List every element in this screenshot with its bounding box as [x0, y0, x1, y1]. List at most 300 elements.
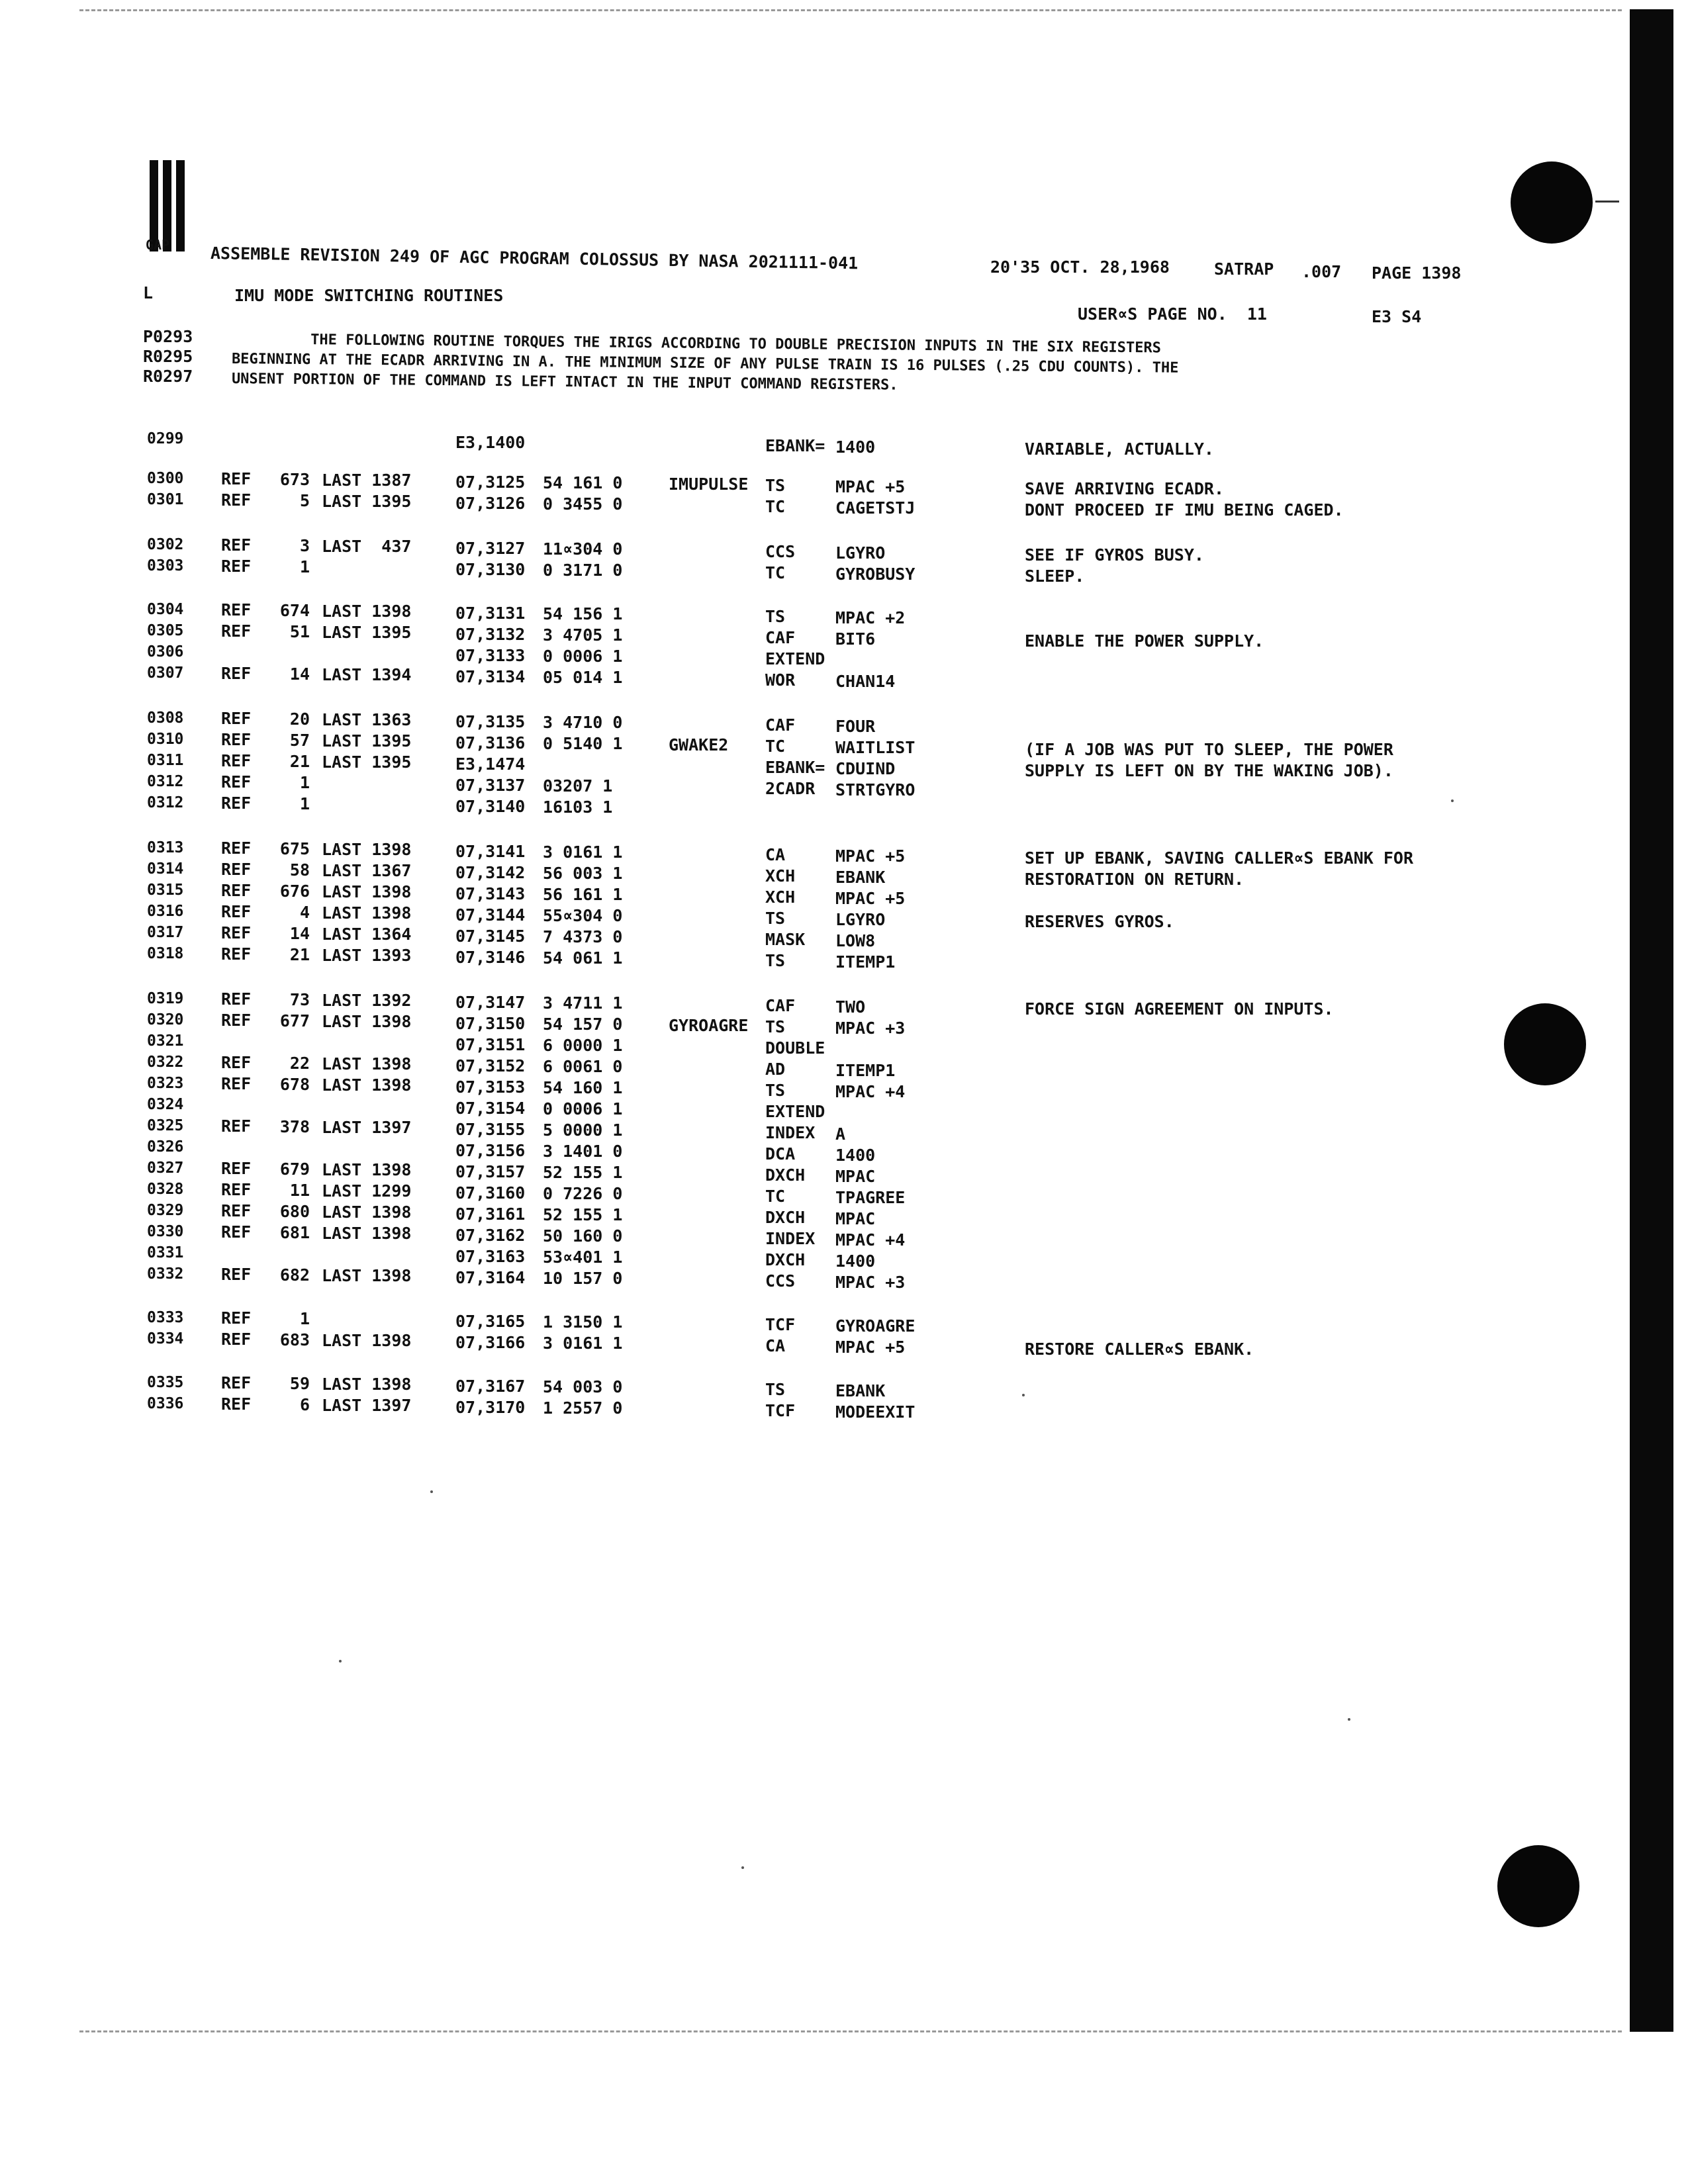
- line-number: 0335: [147, 1374, 184, 1391]
- memory-address: 07,3153: [455, 1077, 526, 1097]
- memory-address: 07,3162: [455, 1226, 526, 1245]
- ref-number: 674: [279, 601, 310, 620]
- octal-code: 54 156 1: [543, 604, 623, 623]
- ref-number: 677: [279, 1011, 310, 1030]
- line-number: 0316: [147, 903, 184, 920]
- scan-speck: [430, 1490, 433, 1493]
- comment: SLEEP.: [1025, 567, 1085, 586]
- memory-address: 07,3166: [455, 1333, 526, 1352]
- comment: ENABLE THE POWER SUPPLY.: [1025, 631, 1264, 651]
- memory-address: 07,3155: [455, 1120, 526, 1139]
- ref-number: 3: [299, 536, 310, 555]
- octal-code: 0 7226 0: [543, 1184, 623, 1203]
- memory-address: 07,3147: [455, 993, 526, 1012]
- operand: EBANK: [835, 1381, 886, 1400]
- ref-keyword: REF: [221, 989, 252, 1009]
- opcode: TS: [765, 476, 786, 495]
- scan-speck: [1022, 1394, 1025, 1396]
- octal-code: 53∝401 1: [543, 1248, 623, 1267]
- description-text: THE FOLLOWING ROUTINE TORQUES THE IRIGS ACCORDING TO DOUBLE PRECISION INPUTS IN THE SIX REGISTERS: [231, 331, 1162, 357]
- scan-speck: [741, 1866, 744, 1869]
- binder-hole-top: [1511, 161, 1593, 244]
- line-number: 0327: [147, 1160, 184, 1177]
- opcode: MASK: [765, 930, 806, 949]
- ref-keyword: REF: [221, 1373, 252, 1392]
- last-reference: LAST 1398: [322, 1012, 412, 1031]
- line-number: 0306: [147, 643, 184, 660]
- ref-number: 57: [289, 731, 310, 750]
- operand: A: [835, 1124, 846, 1144]
- ref-number: 1: [299, 1309, 310, 1328]
- description-line-number: R0295: [143, 347, 193, 366]
- octal-code: 56 003 1: [543, 864, 623, 883]
- comment: (IF A JOB WAS PUT TO SLEEP, THE POWER: [1025, 740, 1393, 759]
- memory-address: 07,3157: [455, 1162, 526, 1181]
- ref-keyword: REF: [221, 1011, 252, 1030]
- ref-number: 21: [289, 752, 310, 771]
- last-reference: LAST 1363: [322, 710, 412, 729]
- comment: FORCE SIGN AGREEMENT ON INPUTS.: [1025, 999, 1334, 1019]
- listing-system: SATRAP: [1214, 259, 1274, 279]
- memory-address: 07,3154: [455, 1099, 526, 1118]
- octal-code: 0 0006 1: [543, 1099, 623, 1118]
- operand: TWO: [835, 997, 866, 1017]
- last-reference: LAST 1398: [322, 1054, 412, 1073]
- last-reference: LAST 1397: [322, 1118, 412, 1137]
- opcode: XCH: [765, 887, 796, 907]
- user-page-number: USER∝S PAGE NO. 11: [1078, 304, 1267, 324]
- ref-number: 1: [299, 794, 310, 813]
- memory-address: 07,3142: [455, 863, 526, 882]
- ref-number: 59: [289, 1374, 310, 1393]
- memory-address: 07,3136: [455, 733, 526, 752]
- octal-code: 56 161 1: [543, 885, 623, 904]
- last-reference: LAST 1367: [322, 861, 412, 880]
- memory-address: E3,1400: [455, 433, 526, 452]
- operand: MPAC +4: [835, 1082, 906, 1101]
- ref-number: 58: [289, 860, 310, 880]
- octal-code: 6 0000 1: [543, 1036, 623, 1055]
- opcode: AD: [765, 1060, 786, 1079]
- opcode: TCF: [765, 1401, 796, 1420]
- description-line-number: P0293: [143, 327, 193, 346]
- octal-code: 54 161 0: [543, 473, 623, 492]
- ref-keyword: REF: [221, 751, 252, 770]
- opcode: TCF: [765, 1315, 796, 1334]
- opcode: TC: [765, 1187, 786, 1206]
- listing-datetime: 20'35 OCT. 28,1968: [990, 257, 1170, 277]
- listing-page-number: PAGE 1398: [1372, 263, 1462, 283]
- opcode: DOUBLE: [765, 1038, 825, 1058]
- scan-speck: [1348, 1718, 1350, 1721]
- description-text: UNSENT PORTION OF THE COMMAND IS LEFT INTACT IN THE INPUT COMMAND REGISTERS.: [231, 371, 898, 394]
- comment: RESTORATION ON RETURN.: [1025, 870, 1244, 889]
- line-number: 0313: [147, 839, 184, 856]
- line-number: 0321: [147, 1032, 184, 1050]
- memory-address: 07,3145: [455, 927, 526, 946]
- octal-code: 3 0161 1: [543, 1334, 623, 1353]
- symbol-label: GYROAGRE: [669, 1016, 749, 1035]
- last-reference: LAST 1394: [322, 665, 412, 684]
- line-number: 0332: [147, 1265, 184, 1283]
- ref-keyword: REF: [221, 557, 252, 576]
- last-reference: LAST 1387: [322, 471, 412, 490]
- opcode: EXTEND: [765, 1102, 825, 1121]
- opcode: TS: [765, 1380, 786, 1399]
- octal-code: 05 014 1: [543, 668, 623, 687]
- opcode: TS: [765, 951, 786, 970]
- operand: MPAC +4: [835, 1230, 906, 1250]
- scan-speck: [1451, 799, 1454, 802]
- line-number: 0299: [147, 430, 184, 447]
- top-edge-dashes: [79, 9, 1622, 11]
- last-reference: LAST 1364: [322, 925, 412, 944]
- memory-address: 07,3150: [455, 1014, 526, 1033]
- comment: SAVE ARRIVING ECADR.: [1025, 479, 1225, 498]
- ref-keyword: REF: [221, 1308, 252, 1328]
- ref-keyword: REF: [221, 1053, 252, 1072]
- line-number: 0310: [147, 731, 184, 748]
- memory-address: 07,3140: [455, 797, 526, 816]
- comment: SEE IF GYROS BUSY.: [1025, 545, 1204, 565]
- last-reference: LAST 1398: [322, 1160, 412, 1179]
- last-reference: LAST 1395: [322, 752, 412, 772]
- ref-number: 680: [279, 1202, 310, 1221]
- ref-keyword: REF: [221, 600, 252, 619]
- ref-number: 51: [289, 622, 310, 641]
- operand: ITEMP1: [835, 952, 896, 972]
- description-text: BEGINNING AT THE ECADR ARRIVING IN A. THE MINIMUM SIZE OF ANY PULSE TRAIN IS 16 PULSES (.25 CDU COUNTS). THE: [231, 351, 1179, 377]
- comment: SET UP EBANK, SAVING CALLER∝S EBANK FOR: [1025, 848, 1413, 868]
- memory-address: 07,3146: [455, 948, 526, 967]
- octal-code: 1 3150 1: [543, 1312, 623, 1332]
- memory-address: 07,3143: [455, 884, 526, 903]
- operand: CDUIND: [835, 759, 896, 778]
- ref-keyword: REF: [221, 839, 252, 858]
- line-number: 0301: [147, 491, 184, 508]
- section-title: IMU MODE SWITCHING ROUTINES: [234, 286, 504, 305]
- line-number: 0303: [147, 557, 184, 574]
- memory-address: 07,3144: [455, 905, 526, 925]
- octal-code: 10 157 0: [543, 1269, 623, 1288]
- binder-hole-bottom: [1497, 1845, 1579, 1927]
- memory-address: 07,3152: [455, 1056, 526, 1075]
- description-line-number: R0297: [143, 367, 193, 386]
- octal-code: 0 3171 0: [543, 561, 623, 580]
- ref-number: 14: [289, 924, 310, 943]
- last-reference: LAST 1393: [322, 946, 412, 965]
- memory-address: 07,3133: [455, 646, 526, 665]
- ref-keyword: REF: [221, 1222, 252, 1242]
- opcode: EXTEND: [765, 649, 825, 668]
- octal-code: 0 0006 1: [543, 647, 623, 666]
- operand: GYROAGRE: [835, 1316, 915, 1336]
- operand: MPAC: [835, 1167, 876, 1186]
- scan-speck: [339, 1660, 342, 1662]
- ref-number: 675: [279, 839, 310, 858]
- line-number: 0311: [147, 752, 184, 769]
- ref-keyword: REF: [221, 1116, 252, 1136]
- symbol-label: GWAKE2: [669, 735, 729, 754]
- operand: 1400: [835, 1146, 876, 1165]
- ref-keyword: REF: [221, 730, 252, 749]
- ref-keyword: REF: [221, 621, 252, 641]
- octal-code: 11∝304 0: [543, 539, 623, 559]
- line-number: 0323: [147, 1075, 184, 1092]
- line-number: 0308: [147, 709, 184, 727]
- last-reference: LAST 1398: [322, 1331, 412, 1350]
- bank-id: E3 S4: [1372, 307, 1422, 326]
- memory-address: 07,3164: [455, 1268, 526, 1287]
- octal-code: 54 003 0: [543, 1377, 623, 1396]
- ref-number: 22: [289, 1054, 310, 1073]
- comment: VARIABLE, ACTUALLY.: [1025, 439, 1214, 459]
- scan-edge-bar: [1630, 9, 1673, 2032]
- opcode: DCA: [765, 1144, 796, 1163]
- last-reference: LAST 1395: [322, 623, 412, 642]
- last-reference: LAST 1395: [322, 492, 412, 511]
- memory-address: 07,3130: [455, 560, 526, 579]
- ref-number: 1: [299, 773, 310, 792]
- ref-keyword: REF: [221, 1330, 252, 1349]
- line-number: 0328: [147, 1181, 184, 1198]
- opcode: CA: [765, 1336, 786, 1355]
- operand: MPAC +3: [835, 1019, 906, 1038]
- operand: MPAC +2: [835, 608, 906, 627]
- line-number: 0312: [147, 794, 184, 811]
- operand: MPAC +3: [835, 1273, 906, 1292]
- operand: BIT6: [835, 629, 876, 649]
- ref-number: 678: [279, 1075, 310, 1094]
- line-number: 0322: [147, 1054, 184, 1071]
- operand: MPAC +5: [835, 1338, 906, 1357]
- memory-address: 07,3160: [455, 1183, 526, 1203]
- ref-keyword: REF: [221, 772, 252, 792]
- octal-code: 0 3455 0: [543, 494, 623, 514]
- last-reference: LAST 1398: [322, 602, 412, 621]
- margin-marker: GAP: [146, 237, 170, 253]
- last-reference: LAST 1398: [322, 1203, 412, 1222]
- octal-code: 16103 1: [543, 797, 613, 817]
- operand: WAITLIST: [835, 738, 915, 757]
- line-number: 0333: [147, 1309, 184, 1326]
- operand: 1400: [835, 437, 876, 457]
- opcode: EBANK=: [765, 758, 825, 777]
- octal-code: 3 4710 0: [543, 713, 623, 732]
- ref-keyword: REF: [221, 469, 252, 488]
- memory-address: 07,3127: [455, 539, 526, 558]
- binder-hole-middle: [1504, 1003, 1586, 1085]
- opcode: DXCH: [765, 1250, 806, 1269]
- comment: SUPPLY IS LEFT ON BY THE WAKING JOB).: [1025, 761, 1393, 780]
- octal-code: 3 4711 1: [543, 993, 623, 1013]
- ref-number: 20: [289, 709, 310, 729]
- opcode: TC: [765, 497, 786, 516]
- opcode: 2CADR: [765, 779, 816, 798]
- line-number: 0304: [147, 601, 184, 618]
- octal-code: 3 4705 1: [543, 625, 623, 645]
- operand: MPAC: [835, 1209, 876, 1228]
- ref-keyword: REF: [221, 535, 252, 555]
- ref-keyword: REF: [221, 944, 252, 964]
- ref-keyword: REF: [221, 664, 252, 683]
- opcode: TS: [765, 1081, 786, 1100]
- opcode: XCH: [765, 866, 796, 886]
- operand: CAGETSTJ: [835, 498, 915, 518]
- last-reference: LAST 437: [322, 537, 412, 556]
- line-number: 0315: [147, 882, 184, 899]
- ref-keyword: REF: [221, 923, 252, 942]
- memory-address: 07,3135: [455, 712, 526, 731]
- opcode: DXCH: [765, 1208, 806, 1227]
- operand: STRTGYRO: [835, 780, 915, 799]
- ref-keyword: REF: [221, 1265, 252, 1284]
- memory-address: 07,3165: [455, 1312, 526, 1331]
- octal-code: 5 0000 1: [543, 1120, 623, 1140]
- ref-number: 11: [289, 1181, 310, 1200]
- line-number: 0302: [147, 536, 184, 553]
- memory-address: 07,3156: [455, 1141, 526, 1160]
- octal-code: 52 155 1: [543, 1163, 623, 1182]
- ref-number: 5: [299, 491, 310, 510]
- operand: MODEEXIT: [835, 1402, 915, 1422]
- comment: RESERVES GYROS.: [1025, 912, 1174, 931]
- line-number: 0325: [147, 1117, 184, 1134]
- ref-number: 682: [279, 1265, 310, 1285]
- octal-code: 7 4373 0: [543, 927, 623, 946]
- operand: MPAC +5: [835, 889, 906, 908]
- last-reference: LAST 1398: [322, 1375, 412, 1394]
- ref-keyword: REF: [221, 1159, 252, 1178]
- last-reference: LAST 1398: [322, 882, 412, 901]
- ref-number: 21: [289, 945, 310, 964]
- operand: ITEMP1: [835, 1061, 896, 1080]
- octal-code: 55∝304 0: [543, 906, 623, 925]
- octal-code: 52 155 1: [543, 1205, 623, 1224]
- octal-code: 3 0161 1: [543, 842, 623, 862]
- opcode: TS: [765, 607, 786, 626]
- operand: GYROBUSY: [835, 565, 915, 584]
- memory-address: 07,3137: [455, 776, 526, 795]
- ref-number: 73: [289, 990, 310, 1009]
- ref-number: 679: [279, 1160, 310, 1179]
- hole-tick-mark: [1595, 201, 1619, 203]
- operand: LGYRO: [835, 543, 886, 563]
- octal-code: 54 061 1: [543, 948, 623, 968]
- operand: MPAC +5: [835, 477, 906, 496]
- opcode: CCS: [765, 542, 796, 561]
- last-reference: LAST 1398: [322, 1224, 412, 1243]
- ref-number: 4: [299, 903, 310, 922]
- ref-keyword: REF: [221, 860, 252, 879]
- ref-keyword: REF: [221, 1394, 252, 1414]
- line-number: 0314: [147, 860, 184, 878]
- ref-number: 683: [279, 1330, 310, 1349]
- bottom-edge-dashes: [79, 2030, 1622, 2032]
- line-number: 0331: [147, 1244, 184, 1261]
- memory-address: 07,3151: [455, 1035, 526, 1054]
- line-number: 0318: [147, 945, 184, 962]
- last-reference: LAST 1397: [322, 1396, 412, 1415]
- operand: TPAGREE: [835, 1188, 906, 1207]
- memory-address: 07,3125: [455, 473, 526, 492]
- octal-code: 03207 1: [543, 776, 613, 796]
- opcode: INDEX: [765, 1123, 816, 1142]
- symbol-label: IMUPULSE: [669, 475, 749, 494]
- operand: LOW8: [835, 931, 876, 950]
- octal-code: 0 5140 1: [543, 734, 623, 753]
- operand: LGYRO: [835, 910, 886, 929]
- memory-address: 07,3163: [455, 1247, 526, 1266]
- ref-number: 378: [279, 1117, 310, 1136]
- opcode: CAF: [765, 996, 796, 1015]
- ref-keyword: REF: [221, 881, 252, 900]
- last-reference: LAST 1398: [322, 1266, 412, 1285]
- memory-address: 07,3126: [455, 494, 526, 513]
- opcode: TS: [765, 1017, 786, 1036]
- operand: MPAC +5: [835, 846, 906, 866]
- ref-number: 14: [289, 664, 310, 684]
- octal-code: 6 0061 0: [543, 1057, 623, 1076]
- octal-code: 1 2557 0: [543, 1398, 623, 1418]
- opcode: DXCH: [765, 1165, 806, 1185]
- line-number: 0324: [147, 1096, 184, 1113]
- line-number: 0326: [147, 1138, 184, 1156]
- octal-code: 50 160 0: [543, 1226, 623, 1246]
- opcode: CCS: [765, 1271, 796, 1291]
- memory-address: 07,3161: [455, 1205, 526, 1224]
- memory-address: E3,1474: [455, 754, 526, 774]
- ref-number: 6: [299, 1395, 310, 1414]
- ref-number: 681: [279, 1223, 310, 1242]
- line-number: 0300: [147, 470, 184, 487]
- ref-keyword: REF: [221, 1201, 252, 1220]
- ref-number: 1: [299, 557, 310, 576]
- operand: FOUR: [835, 717, 876, 736]
- opcode: EBANK=: [765, 436, 825, 455]
- last-reference: LAST 1398: [322, 903, 412, 923]
- line-number: 0319: [147, 990, 184, 1007]
- ref-keyword: REF: [221, 1180, 252, 1199]
- last-reference: LAST 1398: [322, 840, 412, 859]
- line-number: 0317: [147, 924, 184, 941]
- opcode: CA: [765, 845, 786, 864]
- ref-keyword: REF: [221, 902, 252, 921]
- last-reference: LAST 1398: [322, 1075, 412, 1095]
- ref-number: 676: [279, 882, 310, 901]
- section-prefix: L: [143, 283, 154, 302]
- opcode: TC: [765, 737, 786, 756]
- opcode: CAF: [765, 715, 796, 735]
- opcode: CAF: [765, 628, 796, 647]
- ref-keyword: REF: [221, 709, 252, 728]
- ref-number: 673: [279, 470, 310, 489]
- last-reference: LAST 1395: [322, 731, 412, 751]
- memory-address: 07,3167: [455, 1377, 526, 1396]
- line-number: 0330: [147, 1223, 184, 1240]
- memory-address: 07,3131: [455, 604, 526, 623]
- ref-keyword: REF: [221, 794, 252, 813]
- memory-address: 07,3141: [455, 842, 526, 861]
- memory-address: 07,3170: [455, 1398, 526, 1417]
- line-number: 0334: [147, 1330, 184, 1347]
- listing-title: ASSEMBLE REVISION 249 OF AGC PROGRAM COLOSSUS BY NASA 2021111-041: [210, 244, 859, 273]
- ref-keyword: REF: [221, 1074, 252, 1093]
- line-number: 0312: [147, 773, 184, 790]
- comment: RESTORE CALLER∝S EBANK.: [1025, 1340, 1254, 1359]
- opcode: INDEX: [765, 1229, 816, 1248]
- operand: 1400: [835, 1251, 876, 1271]
